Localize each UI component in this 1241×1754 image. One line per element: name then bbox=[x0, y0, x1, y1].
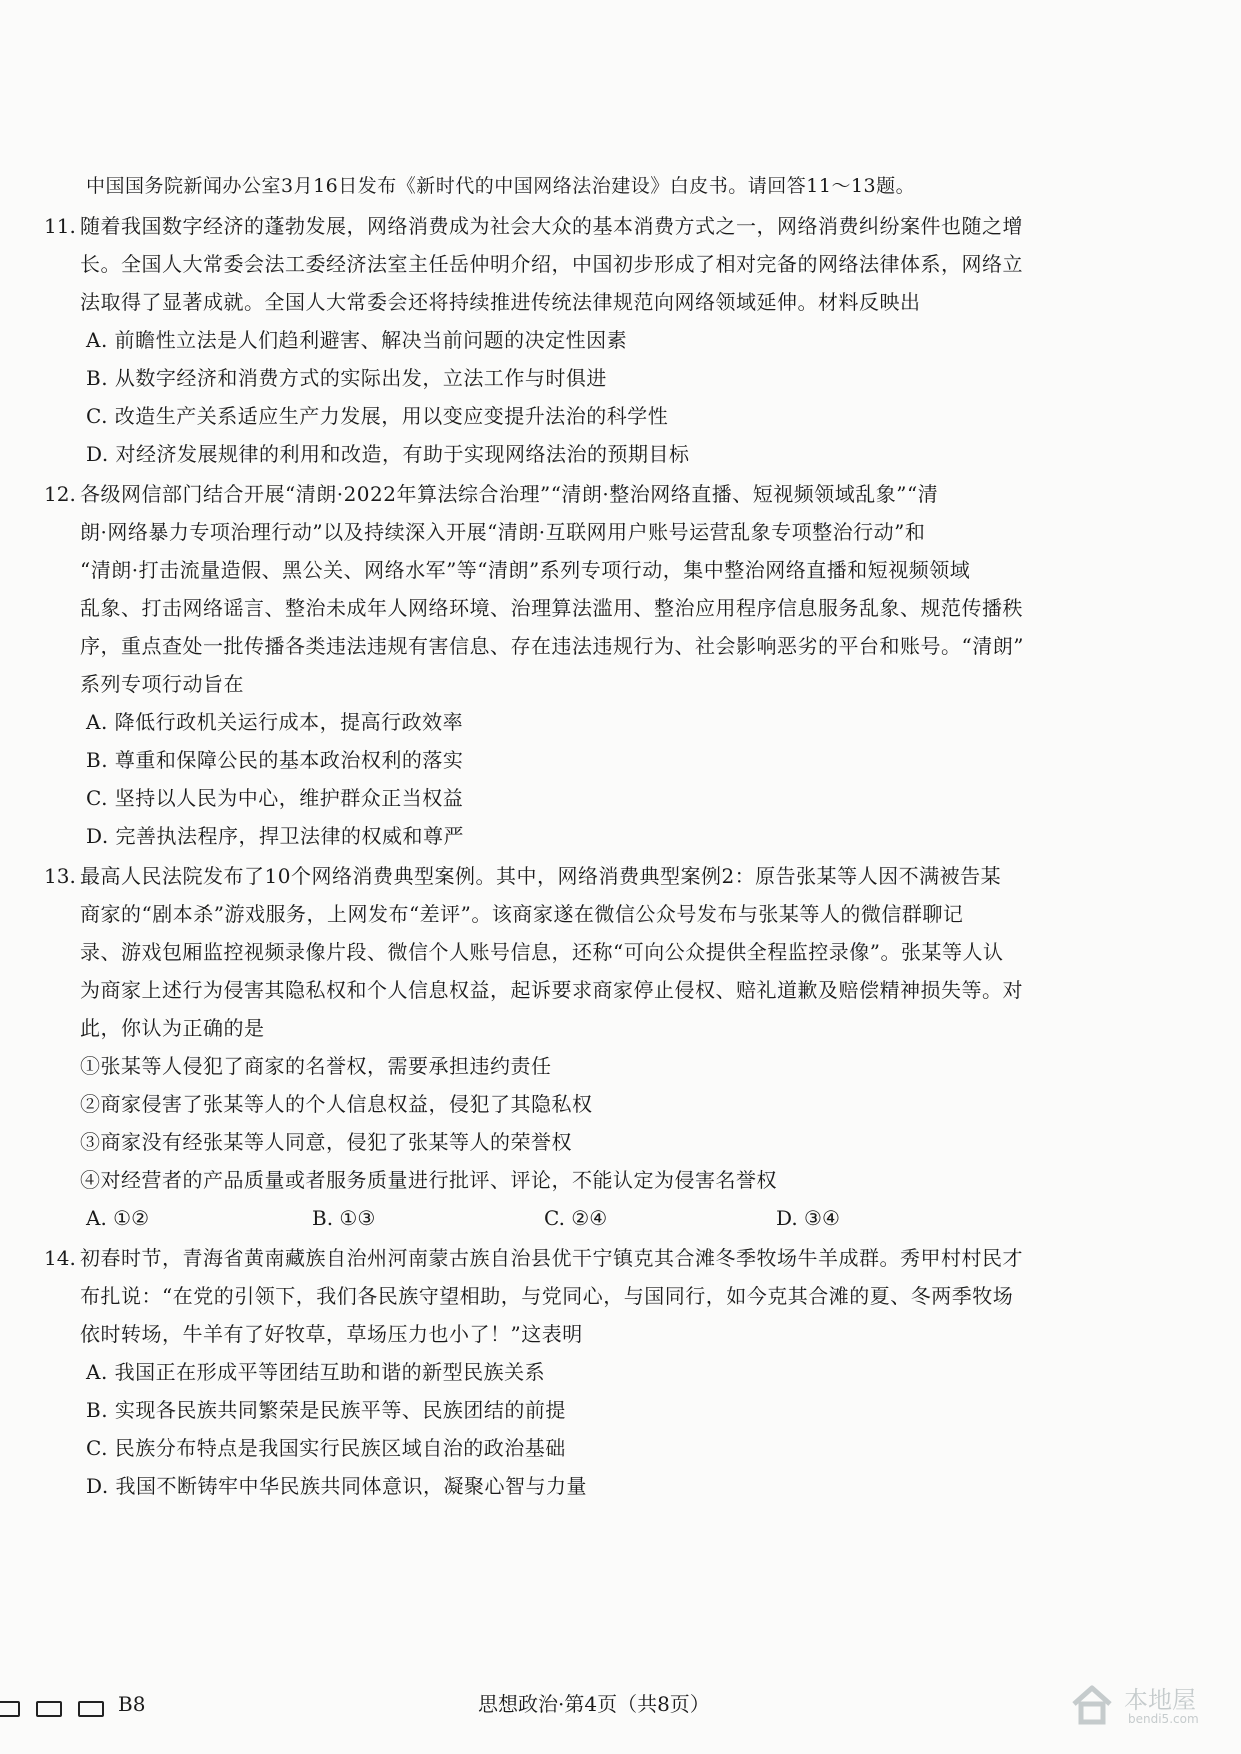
footer-box bbox=[78, 1701, 104, 1717]
question-13-choice-d: D. ③④ bbox=[776, 1206, 840, 1230]
intro-text: 中国国务院新闻办公室3月16日发布《新时代的中国网络法治建设》白皮书。请回答11～13题。 bbox=[86, 175, 916, 197]
question-12-option-b: B. 尊重和保障公民的基本政治权利的落实 bbox=[86, 748, 464, 772]
question-14-line: 依时转场，牛羊有了好牧草，草场压力也小了！”这表明 bbox=[80, 1322, 583, 1346]
question-14-line: 初春时节，青海省黄南藏族自治州河南蒙古族自治县优干宁镇克其合滩冬季牧场牛羊成群。秀甲村村民才 bbox=[80, 1246, 1023, 1270]
question-13-choice-c: C. ②④ bbox=[544, 1206, 608, 1230]
question-11-number: 11. bbox=[44, 214, 76, 238]
question-12-option-a: A. 降低行政机关运行成本，提高行政效率 bbox=[86, 710, 464, 734]
question-13-statement-4: ④对经营者的产品质量或者服务质量进行批评、评论，不能认定为侵害名誉权 bbox=[80, 1168, 777, 1192]
footer-code: B8 bbox=[118, 1692, 146, 1716]
question-13-line: 最高人民法院发布了10个网络消费典型案例。其中，网络消费典型案例2：原告张某等人因不满被告某 bbox=[80, 864, 1002, 888]
question-13-choice-b: B. ①③ bbox=[312, 1206, 376, 1230]
question-11-option-a: A. 前瞻性立法是人们趋利避害、解决当前问题的决定性因素 bbox=[86, 328, 628, 352]
question-12-number: 12. bbox=[44, 482, 76, 506]
question-13-statement-3: ③商家没有经张某等人同意，侵犯了张某等人的荣誉权 bbox=[80, 1130, 572, 1154]
footer-box bbox=[36, 1701, 62, 1717]
question-14-option-b: B. 实现各民族共同繁荣是民族平等、民族团结的前提 bbox=[86, 1398, 566, 1422]
question-14-option-c: C. 民族分布特点是我国实行民族区域自治的政治基础 bbox=[86, 1436, 566, 1460]
question-13-line: 此，你认为正确的是 bbox=[80, 1016, 265, 1040]
question-13-statement-1: ①张某等人侵犯了商家的名誉权，需要承担违约责任 bbox=[80, 1054, 552, 1078]
question-12-line: “清朗·打击流量造假、黑公关、网络水军”等“清朗”系列专项行动，集中整治网络直播和短视频领域 bbox=[80, 558, 971, 582]
question-11-line: 长。全国人大常委会法工委经济法室主任岳仲明介绍，中国初步形成了相对完备的网络法律体系，网络立 bbox=[80, 252, 1023, 276]
question-12-option-d: D. 完善执法程序，捍卫法律的权威和尊严 bbox=[86, 824, 465, 848]
question-13-choice-a: A. ①② bbox=[86, 1206, 150, 1230]
question-13-line: 为商家上述行为侵害其隐私权和个人信息权益，起诉要求商家停止侵权、赔礼道歉及赔偿精神损失等。对 bbox=[80, 978, 1023, 1002]
question-14-option-d: D. 我国不断铸牢中华民族共同体意识，凝聚心智与力量 bbox=[86, 1474, 588, 1498]
question-11-line: 随着我国数字经济的蓬勃发展，网络消费成为社会大众的基本消费方式之一，网络消费纠纷案件也随之增 bbox=[80, 214, 1023, 238]
footer-page-number: 思想政治·第4页（共8页） bbox=[478, 1692, 710, 1716]
question-11-option-c: C. 改造生产关系适应生产力发展，用以变应变提升法治的科学性 bbox=[86, 404, 669, 428]
question-12-line: 系列专项行动旨在 bbox=[80, 672, 244, 696]
question-14-option-a: A. 我国正在形成平等团结互助和谐的新型民族关系 bbox=[86, 1360, 546, 1384]
question-14-line: 布扎说：“在党的引领下，我们各民族守望相助，与党同心，与国同行，如今克其合滩的夏、冬两季牧场 bbox=[80, 1284, 1014, 1308]
question-12-line: 朗·网络暴力专项治理行动”以及持续深入开展“清朗·互联网用户账号运营乱象专项整治行动”和 bbox=[80, 520, 926, 544]
question-12-option-c: C. 坚持以人民为中心，维护群众正当权益 bbox=[86, 786, 464, 810]
watermark-site: bendi5.com bbox=[1128, 1712, 1199, 1726]
question-13-line: 商家的“剧本杀”游戏服务，上网发布“差评”。该商家遂在微信公众号发布与张某等人的微信群聊记 bbox=[80, 902, 964, 926]
question-12-line: 乱象、打击网络谣言、整治未成年人网络环境、治理算法滥用、整治应用程序信息服务乱象、规范传播秩 bbox=[80, 596, 1023, 620]
question-11-line: 法取得了显著成就。全国人大常委会还将持续推进传统法律规范向网络领域延伸。材料反映出 bbox=[80, 290, 921, 314]
house-icon bbox=[1068, 1680, 1116, 1728]
question-12-line: 序，重点查处一批传播各类违法违规有害信息、存在违法违规行为、社会影响恶劣的平台和账号。“清朗” bbox=[80, 634, 1024, 658]
question-13-number: 13. bbox=[44, 864, 76, 888]
question-13-statement-2: ②商家侵害了张某等人的个人信息权益，侵犯了其隐私权 bbox=[80, 1092, 593, 1116]
question-11-option-b: B. 从数字经济和消费方式的实际出发，立法工作与时俱进 bbox=[86, 366, 607, 390]
watermark-name: 本地屋 bbox=[1124, 1686, 1196, 1714]
question-14-number: 14. bbox=[44, 1246, 76, 1270]
question-13-line: 录、游戏包厢监控视频录像片段、微信个人账号信息，还称“可向公众提供全程监控录像”。张某等人认 bbox=[80, 940, 1004, 964]
watermark bbox=[1068, 1680, 1228, 1732]
footer-box bbox=[0, 1701, 20, 1717]
question-11-option-d: D. 对经济发展规律的利用和改造，有助于实现网络法治的预期目标 bbox=[86, 442, 690, 466]
question-12-line: 各级网信部门结合开展“清朗·2022年算法综合治理”“清朗·整治网络直播、短视频领域乱象”“清 bbox=[80, 482, 939, 506]
